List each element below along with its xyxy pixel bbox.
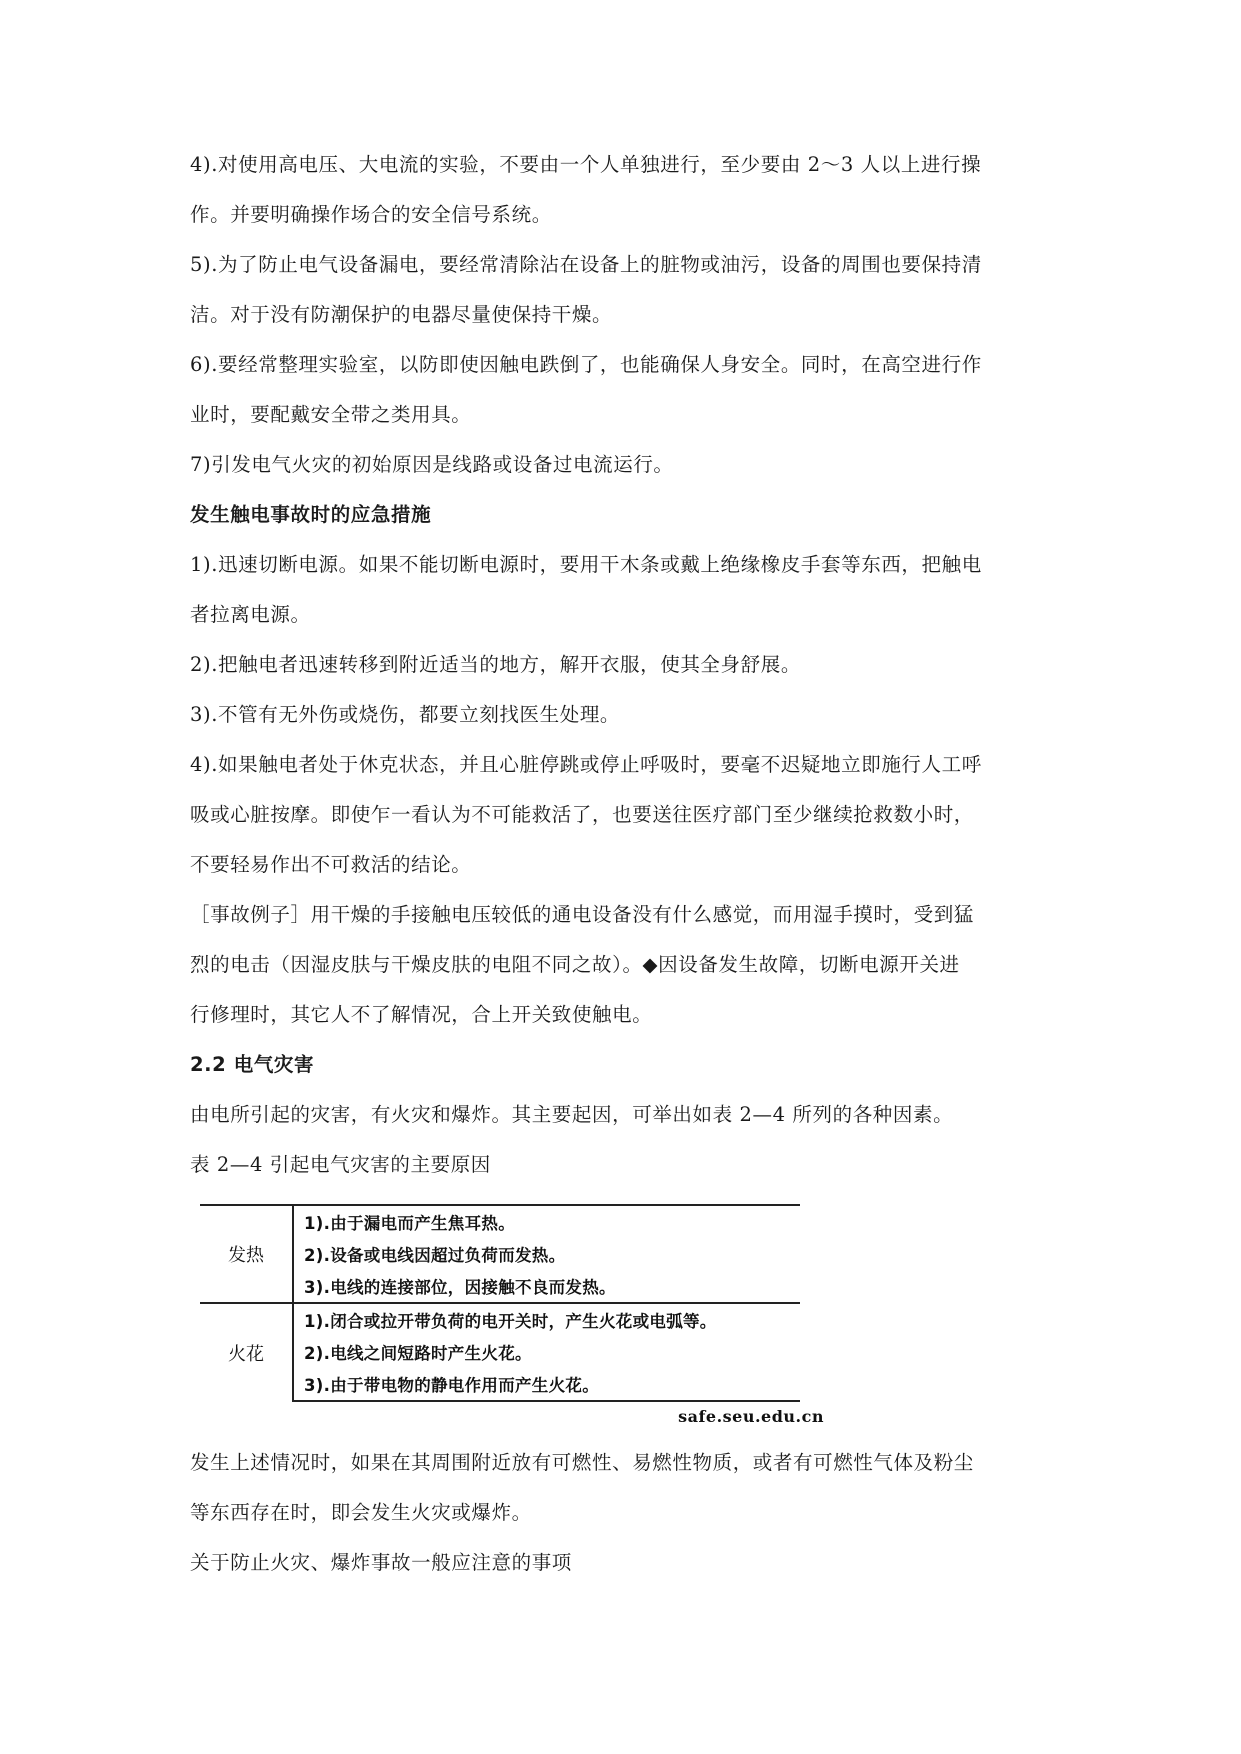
paragraph-line: 2).把触电者迅速转移到附近适当的地方，解开衣服，使其全身舒展。 xyxy=(190,653,801,676)
table-cell: 1).闭合或拉开带负荷的电开关时，产生火花或电弧等。 xyxy=(293,1303,800,1336)
paragraph-line: 发生上述情况时，如果在其周围附近放有可燃性、易燃性物质，或者有可燃性气体及粉尘 xyxy=(190,1451,974,1474)
table-row xyxy=(200,1303,800,1336)
table-cell: 2).电线之间短路时产生火花。 xyxy=(304,1344,532,1363)
paragraph-line: 吸或心脏按摩。即使乍一看认为不可能救活了，也要送往医疗部门至少继续抢救数小时， xyxy=(190,803,974,826)
paragraph-line: 不要轻易作出不可救活的结论。 xyxy=(190,853,472,876)
closing-section xyxy=(190,1438,1060,1588)
table-cell: 1).由于漏电而产生焦耳热。 xyxy=(293,1205,800,1238)
category-cell: 发热 xyxy=(200,1205,293,1303)
table-row xyxy=(200,1205,800,1238)
paragraph-line: 等东西存在时，即会发生火灾或爆炸。 xyxy=(190,1501,532,1524)
paragraph-line: 业时，要配戴安全带之类用具。 xyxy=(190,403,472,426)
causes-table-figure xyxy=(200,1204,824,1426)
causes-table xyxy=(200,1204,800,1402)
heading-section: 2.2 电气灾害 xyxy=(190,1053,315,1076)
paragraph-line: 5).为了防止电气设备漏电，要经常清除沾在设备上的脏物或油污，设备的周围也要保持清 xyxy=(190,253,982,276)
paragraph-line: 者拉离电源。 xyxy=(190,603,311,626)
paragraph-line: 3).不管有无外伤或烧伤，都要立刻找医生处理。 xyxy=(190,703,621,726)
paragraph-line: 4).对使用高电压、大电流的实验，不要由一个人单独进行，至少要由 2～3 人以上进行操 xyxy=(190,153,982,176)
paragraph-line: 行修理时，其它人不了解情况，合上开关致使触电。 xyxy=(190,1003,653,1026)
paragraph-line: 6).要经常整理实验室，以防即使因触电跌倒了，也能确保人身安全。同时，在高空进行作 xyxy=(190,353,982,376)
table-cell: 2).设备或电线因超过负荷而发热。 xyxy=(304,1246,566,1265)
table-cell: 3).电线的连接部位，因接触不良而发热。 xyxy=(304,1278,616,1297)
paragraph-line: 由电所引起的灾害，有火灾和爆炸。其主要起因，可举出如表 2—4 所列的各种因素。 xyxy=(190,1103,954,1126)
paragraph-line: ［事故例子］用干燥的手接触电压较低的通电设备没有什么感觉，而用湿手摸时，受到猛 xyxy=(190,903,974,926)
paragraph-line: 烈的电击（因湿皮肤与干燥皮肤的电阻不同之故）。◆因设备发生故障，切断电源开关进 xyxy=(190,953,960,976)
table-cell: 3).由于带电物的静电作用而产生火花。 xyxy=(293,1368,800,1401)
paragraph-line: 作。并要明确操作场合的安全信号系统。 xyxy=(190,203,552,226)
watermark: safe.seu.edu.cn xyxy=(678,1407,824,1426)
paragraph-line: 7)引发电气火灾的初始原因是线路或设备过电流运行。 xyxy=(190,453,674,476)
paragraph-line: 4).如果触电者处于休克状态，并且心脏停跳或停止呼吸时，要毫不迟疑地立即施行人工呼 xyxy=(190,753,982,776)
paragraph-line: 关于防止火灾、爆炸事故一般应注意的事项 xyxy=(190,1551,572,1574)
section-intro xyxy=(190,1090,1060,1190)
document-page xyxy=(190,140,1060,1588)
category-cell: 火花 xyxy=(200,1303,293,1401)
intro-section xyxy=(190,140,1060,490)
paragraph-line: 1).迅速切断电源。如果不能切断电源时，要用干木条或戴上绝缘橡皮手套等东西，把触电 xyxy=(190,553,982,576)
paragraph-line: 洁。对于没有防潮保护的电器尽量使保持干燥。 xyxy=(190,303,613,326)
heading-emergency: 发生触电事故时的应急措施 xyxy=(190,503,432,526)
emergency-section xyxy=(190,540,1060,1040)
table-caption: 表 2—4 引起电气灾害的主要原因 xyxy=(190,1153,491,1176)
